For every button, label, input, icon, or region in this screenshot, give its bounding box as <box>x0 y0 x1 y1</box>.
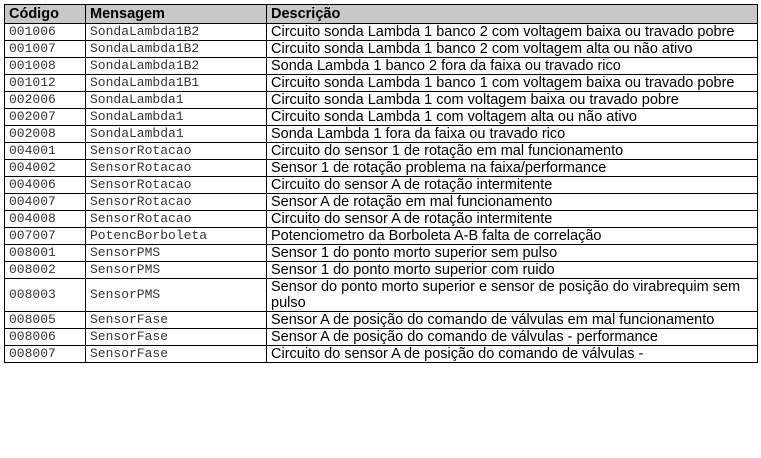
code-cell: 004002 <box>5 160 86 177</box>
message-cell: SensorFase <box>86 329 267 346</box>
description-cell: Sonda Lambda 1 fora da faixa ou travado rico <box>267 126 758 143</box>
table-row <box>5 312 758 329</box>
table-row <box>5 245 758 262</box>
table-row <box>5 346 758 363</box>
table-body <box>5 24 758 363</box>
table-row <box>5 177 758 194</box>
code-cell: 008001 <box>5 245 86 262</box>
description-cell: Sonda Lambda 1 banco 2 fora da faixa ou travado rico <box>267 58 758 75</box>
message-cell: SensorPMS <box>86 245 267 262</box>
table-row <box>5 75 758 92</box>
code-cell: 001007 <box>5 41 86 58</box>
code-cell: 007007 <box>5 228 86 245</box>
description-cell: Circuito do sensor A de posição do comando de válvulas - <box>267 346 758 363</box>
description-cell: Sensor A de rotação em mal funcionamento <box>267 194 758 211</box>
description-cell: Circuito do sensor 1 de rotação em mal funcionamento <box>267 143 758 160</box>
table-row <box>5 211 758 228</box>
table-row <box>5 58 758 75</box>
message-cell: SondaLambda1B2 <box>86 41 267 58</box>
message-cell: SondaLambda1B2 <box>86 58 267 75</box>
table-row <box>5 126 758 143</box>
description-cell: Sensor A de posição do comando de válvulas - performance <box>267 329 758 346</box>
description-cell: Circuito sonda Lambda 1 com voltagem baixa ou travado pobre <box>267 92 758 109</box>
code-cell: 008003 <box>5 279 86 312</box>
message-cell: SensorRotacao <box>86 143 267 160</box>
table-row <box>5 228 758 245</box>
code-cell: 002007 <box>5 109 86 126</box>
message-cell: SensorFase <box>86 312 267 329</box>
code-cell: 008006 <box>5 329 86 346</box>
description-cell: Potenciometro da Borboleta A-B falta de correlação <box>267 228 758 245</box>
message-cell: SensorFase <box>86 346 267 363</box>
description-cell: Circuito sonda Lambda 1 banco 2 com voltagem alta ou não ativo <box>267 41 758 58</box>
message-cell: SensorRotacao <box>86 177 267 194</box>
code-cell: 008002 <box>5 262 86 279</box>
code-cell: 001012 <box>5 75 86 92</box>
table-row <box>5 143 758 160</box>
column-header-code: Código <box>5 5 86 24</box>
table-row <box>5 279 758 312</box>
table-row <box>5 109 758 126</box>
code-cell: 008007 <box>5 346 86 363</box>
code-cell: 002008 <box>5 126 86 143</box>
description-cell: Circuito do sensor A de rotação intermitente <box>267 177 758 194</box>
message-cell: SondaLambda1 <box>86 126 267 143</box>
message-cell: PotencBorboleta <box>86 228 267 245</box>
table-row <box>5 262 758 279</box>
code-cell: 004007 <box>5 194 86 211</box>
description-cell: Circuito do sensor A de rotação intermitente <box>267 211 758 228</box>
description-cell: Sensor 1 do ponto morto superior com ruido <box>267 262 758 279</box>
description-cell: Circuito sonda Lambda 1 banco 2 com voltagem baixa ou travado pobre <box>267 24 758 41</box>
code-cell: 004001 <box>5 143 86 160</box>
column-header-description: Descrição <box>267 5 758 24</box>
table-header <box>5 5 758 24</box>
table-row <box>5 329 758 346</box>
message-cell: SondaLambda1B2 <box>86 24 267 41</box>
message-cell: SensorPMS <box>86 262 267 279</box>
message-cell: SensorRotacao <box>86 194 267 211</box>
code-cell: 002006 <box>5 92 86 109</box>
description-cell: Sensor 1 de rotação problema na faixa/performance <box>267 160 758 177</box>
message-cell: SondaLambda1B1 <box>86 75 267 92</box>
message-cell: SondaLambda1 <box>86 109 267 126</box>
code-cell: 001008 <box>5 58 86 75</box>
description-cell: Sensor do ponto morto superior e sensor de posição do virabrequim sem pulso <box>267 279 758 312</box>
description-cell: Sensor A de posição do comando de válvulas em mal funcionamento <box>267 312 758 329</box>
description-cell: Sensor 1 do ponto morto superior sem pulso <box>267 245 758 262</box>
header-row <box>5 5 758 24</box>
message-cell: SensorRotacao <box>86 160 267 177</box>
message-cell: SondaLambda1 <box>86 92 267 109</box>
message-cell: SensorRotacao <box>86 211 267 228</box>
code-cell: 001006 <box>5 24 86 41</box>
code-cell: 008005 <box>5 312 86 329</box>
column-header-message: Mensagem <box>86 5 267 24</box>
table-row <box>5 160 758 177</box>
code-cell: 004006 <box>5 177 86 194</box>
table-row <box>5 41 758 58</box>
table-row <box>5 24 758 41</box>
table-row <box>5 92 758 109</box>
message-cell: SensorPMS <box>86 279 267 312</box>
table-row <box>5 194 758 211</box>
description-cell: Circuito sonda Lambda 1 banco 1 com voltagem baixa ou travado pobre <box>267 75 758 92</box>
code-cell: 004008 <box>5 211 86 228</box>
description-cell: Circuito sonda Lambda 1 com voltagem alta ou não ativo <box>267 109 758 126</box>
error-code-table <box>4 4 758 363</box>
